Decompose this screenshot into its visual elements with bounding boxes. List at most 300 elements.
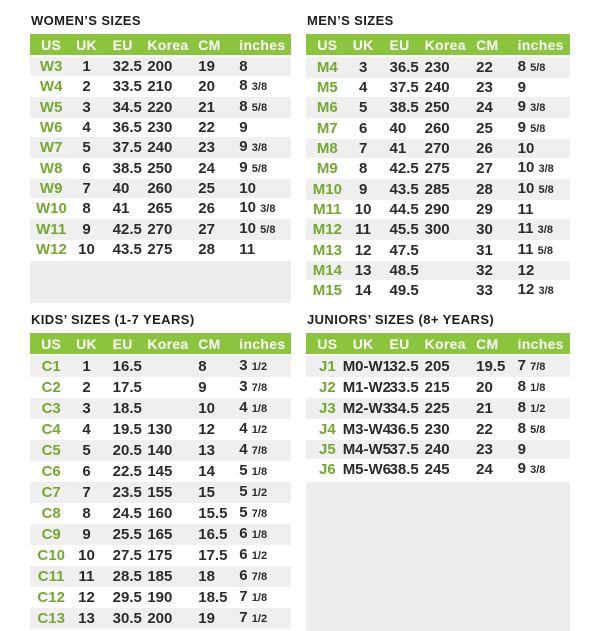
cell-cm: 23 — [476, 79, 493, 96]
top-row — [30, 13, 570, 303]
cell-uk: M5-W6 — [342, 461, 392, 478]
cell-eu: 22.5 — [112, 463, 142, 480]
cell-eu: 44.5 — [389, 201, 419, 218]
cell-cm: 24 — [198, 160, 215, 177]
cell-eu: 19.5 — [112, 421, 142, 438]
cell-cm: 33 — [476, 282, 493, 299]
column-header-eu: EU — [107, 34, 146, 56]
cell-us: C1 — [41, 358, 61, 375]
inch-fraction: 7/8 — [251, 445, 268, 457]
header-row — [30, 34, 291, 56]
column-header-us: US — [30, 34, 66, 56]
cell-us: C5 — [41, 442, 61, 459]
cell-korea: 265 — [147, 200, 173, 217]
cell-inches: 7 1/2 — [239, 609, 268, 626]
table-row — [30, 240, 291, 259]
cell-cm: 31 — [476, 242, 493, 259]
cell-inches: 8 1/8 — [517, 378, 546, 395]
cell-eu: 48.5 — [389, 262, 419, 279]
cell-korea: 285 — [424, 181, 450, 198]
inch-fraction: 7/8 — [251, 571, 268, 583]
cell-korea: 270 — [147, 221, 173, 238]
cell-korea — [145, 377, 192, 398]
column-header-cm: CM — [470, 333, 512, 355]
cell-cm: 27 — [476, 160, 493, 177]
cell-cm: 9 — [198, 379, 207, 396]
table-row — [30, 198, 291, 219]
inch-fraction: 1/8 — [251, 403, 268, 415]
cell-eu: 43.5 — [389, 181, 419, 198]
table-row — [306, 158, 570, 179]
cell-us: W12 — [36, 241, 67, 258]
header-row — [30, 333, 291, 355]
cell-uk: 8 — [358, 160, 368, 177]
cell-us: W5 — [39, 99, 63, 116]
cell-korea: 250 — [147, 160, 173, 177]
juniors-size-table — [306, 333, 570, 480]
column-header-inches: inches — [512, 333, 570, 355]
cell-uk: 7 — [82, 484, 91, 501]
inch-fraction: 1/2 — [251, 361, 268, 373]
inch-fraction: 5/8 — [537, 245, 553, 257]
column-header-inches: inches — [233, 34, 291, 56]
cell-uk: 1 — [82, 358, 91, 375]
table-row — [30, 137, 291, 158]
mens-sizes-table — [306, 34, 570, 303]
cell-korea: 210 — [147, 78, 173, 95]
table-row — [306, 78, 570, 97]
cell-uk: 7 — [82, 180, 91, 197]
cell-uk: 14 — [354, 282, 372, 299]
cell-korea — [145, 398, 192, 419]
cell-eu: 20.5 — [112, 442, 142, 459]
kids-sizes-section — [30, 312, 291, 631]
table-row — [30, 398, 291, 419]
cell-cm: 19 — [198, 58, 215, 75]
cell-uk: 4 — [358, 79, 368, 96]
cell-cm: 14 — [198, 463, 215, 480]
table-row — [306, 280, 570, 301]
table-row — [306, 398, 570, 419]
cell-korea: 225 — [424, 400, 450, 417]
table-row — [30, 179, 291, 198]
cell-uk: 11 — [355, 221, 372, 238]
table-row — [30, 461, 291, 482]
cell-korea: 275 — [424, 160, 450, 177]
cell-inches: 7 1/8 — [239, 588, 268, 605]
cell-eu: 33.5 — [112, 78, 142, 95]
cell-us: M11 — [313, 201, 342, 218]
column-header-cm: CM — [470, 34, 512, 56]
table-row — [30, 587, 291, 608]
table-row — [306, 261, 570, 280]
cell-cm: 21 — [476, 400, 493, 417]
cell-eu: 34.5 — [112, 99, 142, 116]
cell-us: C12 — [37, 589, 65, 606]
cell-inches: 11 — [239, 241, 256, 258]
cell-cm: 27 — [198, 221, 215, 238]
table-row — [30, 482, 291, 503]
cell-inches: 10 3/8 — [517, 159, 554, 176]
cell-inches: 4 7/8 — [239, 441, 268, 458]
cell-korea: 190 — [147, 589, 173, 606]
cell-cm: 24 — [476, 461, 493, 478]
cell-cm: 8 — [198, 358, 207, 375]
table-row — [306, 355, 570, 377]
inch-fraction: 5/8 — [251, 163, 268, 175]
womens-size-table — [30, 34, 291, 259]
cell-us: M8 — [316, 140, 338, 157]
cell-us: J2 — [319, 379, 336, 396]
inch-fraction: 1/2 — [251, 550, 268, 562]
juniors-sizes-table — [306, 333, 570, 631]
table-row — [306, 139, 570, 158]
inch-fraction: 3/8 — [537, 224, 553, 236]
cell-us: C9 — [41, 526, 61, 543]
cell-inches: 9 5/8 — [517, 119, 546, 136]
cell-eu: 17.5 — [112, 379, 142, 396]
inch-fraction: 1/8 — [251, 466, 268, 478]
column-header-uk: UK — [66, 333, 106, 355]
cell-eu: 38.5 — [112, 160, 142, 177]
cell-us: J6 — [319, 461, 336, 478]
cell-us: W7 — [39, 139, 63, 156]
cell-us: M6 — [316, 99, 338, 116]
cell-eu: 40 — [389, 120, 407, 137]
cell-cm: 19 — [198, 610, 215, 627]
cell-inches: 9 — [517, 441, 526, 458]
cell-korea: 165 — [147, 526, 173, 543]
bottom-row — [30, 312, 570, 631]
cell-cm: 23 — [198, 139, 215, 156]
panel-filler — [306, 482, 570, 631]
womens-sizes-title: WOMEN’S SIZES — [31, 13, 141, 28]
column-header-korea: Korea — [423, 34, 470, 56]
cell-us: M15 — [312, 282, 342, 299]
inch-fraction: 1/8 — [251, 529, 268, 541]
cell-us: W8 — [39, 160, 63, 177]
cell-uk: 1 — [82, 58, 91, 75]
cell-korea: 205 — [424, 358, 450, 375]
cell-cm: 28 — [198, 241, 215, 258]
cell-us: W9 — [39, 180, 63, 197]
cell-inches: 8 5/8 — [517, 420, 546, 437]
cell-eu: 30.5 — [112, 610, 142, 627]
mens-size-table — [306, 34, 570, 301]
cell-cm: 13 — [198, 442, 215, 459]
panel-filler — [30, 261, 291, 303]
inch-fraction: 1/2 — [251, 424, 268, 436]
cell-korea: 160 — [147, 505, 173, 522]
cell-uk: 4 — [82, 421, 91, 438]
cell-inches: 10 — [239, 180, 256, 197]
inch-fraction: 1/8 — [530, 382, 546, 394]
table-row — [30, 545, 291, 566]
cell-inches: 8 — [239, 58, 248, 75]
cell-uk: 5 — [358, 99, 368, 116]
cell-us: W11 — [36, 221, 67, 238]
cell-inches: 7 7/8 — [517, 357, 546, 374]
cell-korea — [423, 280, 470, 301]
inch-fraction: 1/2 — [251, 487, 268, 499]
cell-korea: 175 — [147, 547, 173, 564]
cell-korea: 270 — [424, 140, 450, 157]
table-row — [306, 118, 570, 139]
cell-us: W4 — [39, 78, 63, 95]
cell-cm: 32 — [476, 262, 493, 279]
inch-fraction: 5/8 — [530, 62, 546, 74]
cell-korea: 230 — [424, 59, 450, 76]
table-row — [30, 56, 291, 76]
cell-korea: 130 — [147, 421, 173, 438]
cell-cm: 18.5 — [198, 589, 228, 606]
inch-fraction: 7/8 — [251, 382, 268, 394]
header-row — [306, 333, 570, 355]
kids-sizes-table — [30, 333, 291, 631]
column-header-us: US — [306, 333, 343, 355]
cell-uk: 7 — [358, 140, 368, 157]
cell-uk: 2 — [82, 379, 91, 396]
cell-korea: 250 — [424, 99, 450, 116]
cell-uk: M1-W2 — [342, 379, 392, 396]
cell-us: C6 — [41, 463, 61, 480]
cell-us: M4 — [316, 59, 338, 76]
cell-us: C8 — [41, 505, 61, 522]
cell-inches: 5 1/2 — [239, 483, 268, 500]
cell-us: J4 — [319, 421, 336, 438]
cell-uk: 10 — [78, 241, 95, 258]
inch-fraction: 1/2 — [530, 403, 546, 415]
cell-korea: 230 — [424, 421, 450, 438]
inch-fraction: 7/8 — [251, 508, 268, 520]
juniors-sizes-title: JUNIORS’ SIZES (8+ YEARS) — [307, 312, 495, 327]
cell-uk: 12 — [354, 242, 372, 259]
cell-cm: 20 — [198, 78, 215, 95]
cell-korea: 260 — [147, 180, 173, 197]
cell-uk: 3 — [358, 59, 368, 76]
cell-eu: 45.5 — [389, 221, 419, 238]
cell-eu: 18.5 — [112, 400, 142, 417]
column-header-korea: Korea — [145, 34, 192, 56]
cell-eu: 37.5 — [389, 441, 419, 458]
cell-us: W3 — [39, 58, 63, 75]
column-header-cm: CM — [192, 34, 233, 56]
cell-us: C11 — [37, 568, 65, 585]
cell-us: M7 — [316, 120, 338, 137]
cell-eu: 34.5 — [389, 400, 419, 417]
cell-uk: M0-W1 — [342, 358, 392, 375]
cell-inches: 10 5/8 — [517, 180, 554, 197]
cell-korea: 230 — [147, 119, 173, 136]
cell-inches: 9 — [239, 119, 248, 136]
cell-korea — [145, 355, 192, 377]
cell-uk: 12 — [78, 589, 95, 606]
cell-cm: 19.5 — [476, 358, 506, 375]
table-row — [30, 566, 291, 587]
cell-us: W10 — [36, 200, 67, 217]
inch-fraction: 5/8 — [260, 224, 276, 236]
cell-cm: 22 — [476, 421, 493, 438]
cell-eu: 16.5 — [112, 358, 142, 375]
table-row — [306, 377, 570, 398]
cell-eu: 42.5 — [389, 160, 419, 177]
table-row — [306, 200, 570, 219]
table-row — [30, 524, 291, 545]
cell-eu: 36.5 — [389, 59, 419, 76]
cell-inches: 9 3/8 — [239, 138, 268, 155]
cell-uk: 9 — [82, 526, 91, 543]
cell-uk: 9 — [358, 181, 368, 198]
cell-uk: 4 — [82, 119, 91, 136]
cell-inches: 11 5/8 — [517, 241, 553, 258]
mens-sizes-title: MEN’S SIZES — [307, 13, 394, 28]
cell-eu: 36.5 — [389, 421, 419, 438]
cell-inches: 12 — [517, 262, 535, 279]
cell-cm: 25 — [198, 180, 215, 197]
cell-cm: 17.5 — [198, 547, 228, 564]
header-row — [306, 34, 570, 56]
table-row — [306, 240, 570, 261]
cell-cm: 26 — [198, 200, 215, 217]
cell-inches: 9 3/8 — [517, 98, 546, 115]
table-row — [306, 440, 570, 459]
table-row — [30, 608, 291, 629]
inch-fraction: 5/8 — [530, 424, 546, 436]
inch-fraction: 1/8 — [251, 592, 268, 604]
cell-inches: 10 5/8 — [239, 220, 276, 237]
cell-us: J5 — [319, 441, 336, 458]
cell-uk: 9 — [82, 221, 91, 238]
table-row — [30, 97, 291, 118]
cell-uk: 6 — [82, 463, 91, 480]
cell-uk: 3 — [82, 99, 91, 116]
cell-eu: 33.5 — [389, 379, 419, 396]
table-row — [30, 377, 291, 398]
cell-korea: 220 — [147, 99, 173, 116]
cell-inches: 6 1/2 — [239, 546, 268, 563]
cell-uk: 10 — [354, 201, 372, 218]
cell-us: C13 — [37, 610, 65, 627]
kids-sizes-title: KIDS’ SIZES (1-7 YEARS) — [31, 312, 195, 327]
cell-eu: 29.5 — [112, 589, 142, 606]
cell-eu: 37.5 — [112, 139, 142, 156]
table-row — [306, 459, 570, 480]
cell-eu: 37.5 — [389, 79, 419, 96]
cell-us: C4 — [41, 421, 61, 438]
cell-eu: 41 — [112, 200, 130, 217]
cell-uk: 6 — [358, 120, 368, 137]
column-header-eu: EU — [384, 34, 423, 56]
womens-sizes-table — [30, 34, 291, 303]
cell-cm: 18 — [198, 568, 215, 585]
table-row — [306, 179, 570, 200]
cell-uk: 10 — [78, 547, 95, 564]
cell-inches: 11 3/8 — [517, 220, 553, 237]
cell-uk: 2 — [82, 78, 91, 95]
table-row — [30, 440, 291, 461]
column-header-korea: Korea — [145, 333, 192, 355]
cell-uk: 8 — [82, 200, 91, 217]
cell-eu: 49.5 — [389, 282, 419, 299]
cell-us: C2 — [41, 379, 61, 396]
cell-uk: 5 — [82, 442, 91, 459]
cell-us: J1 — [319, 358, 336, 375]
cell-korea: 245 — [424, 461, 450, 478]
cell-korea — [423, 261, 470, 280]
cell-eu: 28.5 — [112, 568, 142, 585]
inch-fraction: 5/8 — [530, 123, 546, 135]
cell-eu: 32.5 — [112, 58, 142, 75]
inch-fraction: 3/8 — [260, 203, 276, 215]
cell-cm: 10 — [198, 400, 215, 417]
inch-fraction: 3/8 — [538, 163, 554, 175]
cell-inches: 9 — [517, 79, 526, 96]
cell-inches: 8 1/2 — [517, 399, 546, 416]
cell-inches: 5 7/8 — [239, 504, 268, 521]
table-row — [30, 419, 291, 440]
cell-inches: 12 3/8 — [517, 281, 554, 298]
cell-korea: 300 — [424, 221, 450, 238]
cell-us: W6 — [39, 119, 63, 136]
cell-uk: M2-W3 — [342, 400, 392, 417]
cell-eu: 38.5 — [389, 461, 419, 478]
inch-fraction: 3/8 — [251, 81, 268, 93]
cell-korea: 240 — [424, 79, 450, 96]
cell-inches: 8 3/8 — [239, 77, 268, 94]
cell-eu: 36.5 — [112, 119, 142, 136]
cell-korea: 260 — [424, 120, 450, 137]
column-header-eu: EU — [384, 333, 423, 355]
cell-uk: M4-W5 — [342, 441, 392, 458]
inch-fraction: 3/8 — [538, 285, 554, 297]
table-row — [30, 503, 291, 524]
cell-korea — [423, 240, 470, 261]
cell-eu: 43.5 — [112, 241, 142, 258]
cell-korea: 240 — [424, 441, 450, 458]
table-row — [30, 118, 291, 137]
cell-korea: 145 — [147, 463, 173, 480]
cell-cm: 15.5 — [198, 505, 228, 522]
cell-cm: 22 — [198, 119, 215, 136]
cell-us: M5 — [316, 79, 338, 96]
inch-fraction: 1/2 — [251, 613, 268, 625]
cell-us: M10 — [312, 181, 342, 198]
cell-korea: 155 — [147, 484, 173, 501]
cell-us: C3 — [41, 400, 61, 417]
cell-us: J3 — [319, 400, 336, 417]
table-row — [306, 97, 570, 118]
cell-cm: 29 — [476, 201, 493, 218]
cell-inches: 4 1/8 — [239, 399, 268, 416]
cell-korea: 290 — [424, 201, 450, 218]
cell-uk: 13 — [78, 610, 95, 627]
inch-fraction: 5/8 — [251, 102, 268, 114]
cell-cm: 16.5 — [198, 526, 228, 543]
cell-inches: 11 — [517, 201, 534, 218]
cell-eu: 23.5 — [112, 484, 142, 501]
cell-inches: 3 7/8 — [239, 378, 268, 395]
cell-korea: 215 — [424, 379, 450, 396]
cell-uk: M3-W4 — [342, 421, 392, 438]
column-header-uk: UK — [343, 333, 384, 355]
cell-eu: 41 — [389, 140, 407, 157]
cell-us: M14 — [312, 262, 342, 279]
cell-uk: 8 — [82, 505, 91, 522]
cell-inches: 8 5/8 — [239, 98, 268, 115]
cell-eu: 24.5 — [112, 505, 142, 522]
cell-cm: 28 — [476, 181, 493, 198]
cell-eu: 42.5 — [112, 221, 142, 238]
